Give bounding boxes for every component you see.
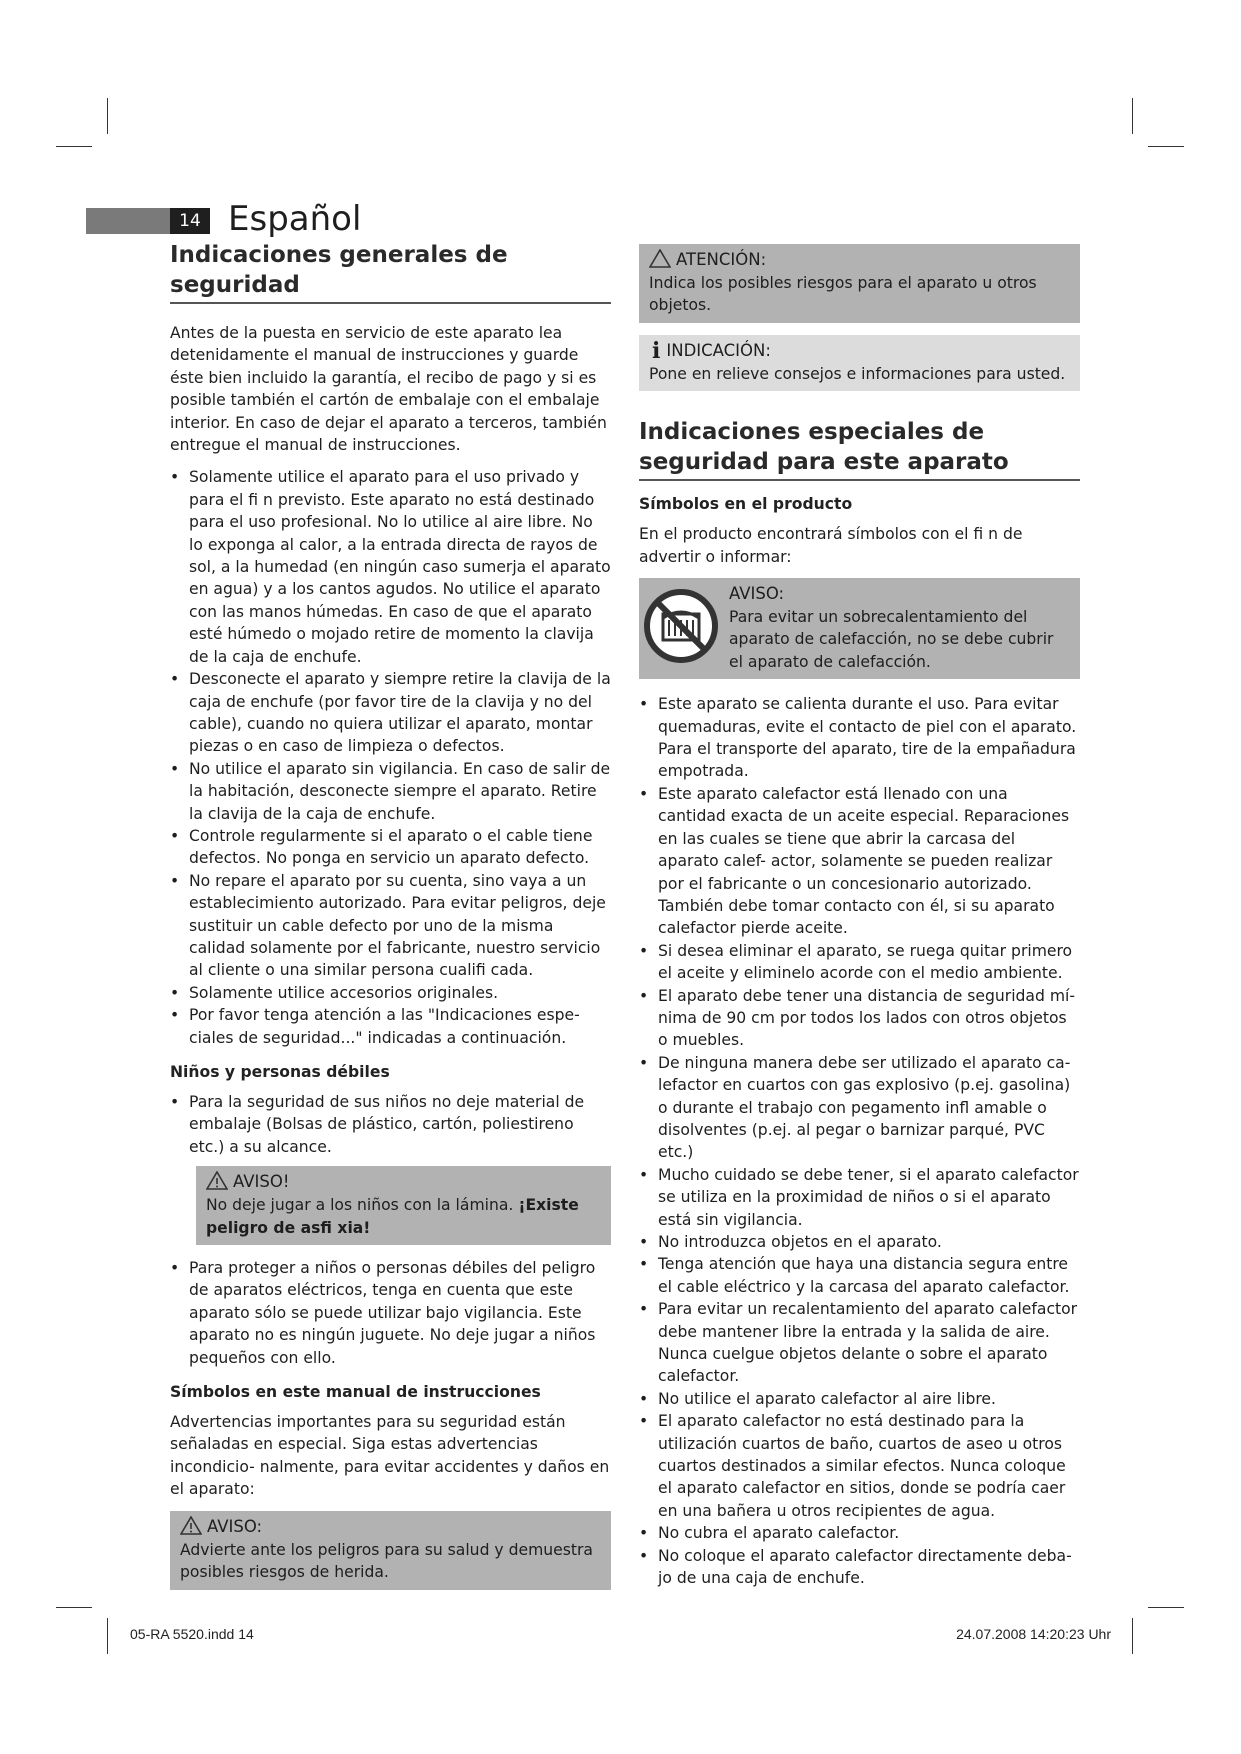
list-item: • El aparato calefactor no está destinado para la utilización cuartos de baño, cuartos de aseo u otros cuartos destinados a similar efectos. Nunca coloque el aparato calefactor en sitios, donde se podría caer en una bañera u otros recipientes de agua.	[639, 1410, 1080, 1522]
list-item: • Para proteger a niños o personas débiles del peligro de aparatos eléctricos, tenga en cuenta que este aparato sólo se puede utilizar bajo vigilancia. Este aparato no es ningún juguete. No deje jugar a niños pequeños con ello.	[170, 1257, 611, 1369]
children-heading: Niños y personas débiles	[170, 1063, 390, 1081]
special-bullets	[639, 693, 1080, 1589]
no-cover-icon	[643, 588, 719, 664]
footer-timestamp: 24.07.2008 14:20:23 Uhr	[956, 1626, 1111, 1642]
info-icon: i	[652, 337, 661, 364]
footer-file: 05-RA 5520.indd 14	[130, 1626, 254, 1642]
indicacion-heading	[649, 339, 1070, 363]
header-bar	[86, 208, 170, 234]
list-item: • Desconecte el aparato y siempre retire la clavija de la caja de enchufe (por favor tire de la clavija y no del cable), cuando no quiera utilizar el aparato, montar piezas o en caso de limpieza o defectos.	[170, 668, 611, 758]
crop-mark	[1132, 98, 1133, 134]
aviso-text: No deje jugar a los niños con la lámina.	[206, 1196, 514, 1215]
list-item: • No repare el aparato por su cuenta, sino vaya a un establecimiento autorizado. Para evitar peligros, deje sustituir un cable defecto por uno de la misma calidad solamente por el fabricante, nuestro servicio al cliente o una similar persona cualifi cada.	[170, 870, 611, 982]
product-symbols-heading: Símbolos en el producto	[639, 495, 853, 514]
crop-mark	[1148, 146, 1184, 147]
symbols-paragraph: Advertencias importantes para su seguridad están señaladas en especial. Siga estas advertencias incondicio- nalmente, para evitar accidentes y daños en el aparato:	[170, 1413, 610, 1499]
crop-mark	[1148, 1607, 1184, 1608]
atencion-title: ATENCIÓN:	[676, 250, 767, 269]
list-item: • No introduzca objetos en el aparato.	[639, 1231, 1080, 1253]
warning-triangle-icon	[206, 1171, 228, 1190]
crop-mark	[56, 1607, 92, 1608]
aviso-bold-text: ¡Existe peligro de asfi xia!	[206, 1196, 579, 1237]
list-item: • Solamente utilice el aparato para el uso privado y para el fi n previsto. Este aparato no está destinado para el uso profesional. No lo utilice al aire libre. No lo exponga al calor, a la entrada directa de rayos de sol, a la humedad (en ningún caso sumerja el aparato en agua) y a los cantos agudos. No utilice el aparato con las manos húmedas. En caso de que el aparato esté húmedo o mojado retire de momento la clavija de la caja de enchufe.	[170, 466, 611, 668]
aviso-title: AVISO!	[233, 1172, 290, 1192]
aviso-title: AVISO:	[729, 584, 785, 604]
section-title-special: Indicaciones especiales de seguridad para este aparato	[639, 417, 1080, 481]
atencion-text: Indica los posibles riesgos para el aparato u otros objetos.	[649, 274, 1037, 315]
warning-triangle-icon	[180, 1516, 202, 1535]
list-item: • Solamente utilice accesorios originales.	[170, 982, 611, 1004]
intro-paragraph: Antes de la puesta en servicio de este aparato lea detenidamente el manual de instrucciones y guarde éste bien incluido la garantía, el recibo de pago y si es posible también el cartón de embalaje con el embalaje interior. En caso de dejar el aparato a terceros, también entregue el manual de instrucciones.	[170, 324, 607, 455]
list-item: • Mucho cuidado se debe tener, si el aparato calefactor se utiliza en la proximidad de niños o si el aparato está sin vigilancia.	[639, 1164, 1080, 1231]
aviso-box-cubrir	[639, 578, 1080, 679]
crop-mark	[107, 1618, 108, 1654]
list-item: • No cubra el aparato calefactor.	[639, 1522, 1080, 1544]
list-item: • Controle regularmente si el aparato o el cable tiene defectos. No ponga en servicio un aparato defecto.	[170, 825, 611, 870]
atencion-heading	[649, 248, 1070, 272]
children-bullets-2	[170, 1257, 611, 1369]
crop-mark	[107, 98, 108, 134]
list-item: • Este aparato se calienta durante el uso. Para evitar quemaduras, evite el contacto de piel con el aparato. Para el transporte del aparato, tire de la empañadura empotrada.	[639, 693, 1080, 783]
section-title-general: Indicaciones generales de seguridad	[170, 240, 611, 304]
language-title: Español	[228, 199, 362, 239]
crop-mark	[56, 146, 92, 147]
list-item: • Para evitar un recalentamiento del aparato calefactor debe mantener libre la entrada y la salida de aire. Nunca cuelgue objetos delante o sobre el aparato calefactor.	[639, 1298, 1080, 1388]
aviso-box-asfixia	[196, 1166, 611, 1245]
left-column	[170, 240, 611, 1602]
list-item: • No coloque el aparato calefactor directamente deba- jo de una caja de enchufe.	[639, 1545, 1080, 1590]
list-item: • No utilice el aparato sin vigilancia. En caso de salir de la habitación, desconecte siempre el aparato. Retire la clavija de la caja de enchufe.	[170, 758, 611, 825]
warning-triangle-icon	[649, 249, 671, 268]
aviso-text: Advierte ante los peligros para su salud y demuestra posibles riesgos de herida.	[180, 1540, 593, 1582]
list-item: • No utilice el aparato calefactor al aire libre.	[639, 1388, 1080, 1410]
indicacion-box	[639, 335, 1080, 391]
list-item: • Si desea eliminar el aparato, se ruega quitar primero el aceite y eliminelo acorde con el medio ambiente.	[639, 940, 1080, 985]
indicacion-text: Pone en relieve consejos e informaciones para usted.	[649, 364, 1066, 383]
crop-mark	[1132, 1618, 1133, 1654]
aviso-content	[729, 582, 1072, 673]
right-column	[639, 244, 1080, 1598]
indicacion-title: INDICACIÓN:	[666, 340, 771, 360]
list-item: • Tenga atención que haya una distancia segura entre el cable eléctrico y la carcasa del aparato calefactor.	[639, 1253, 1080, 1298]
general-bullets	[170, 466, 611, 1049]
aviso-heading	[180, 1515, 601, 1539]
list-item: • Para la seguridad de sus niños no deje material de embalaje (Bolsas de plástico, cartón, poliestireno etc.) a su alcance.	[170, 1091, 611, 1158]
page-number: 14	[170, 208, 210, 234]
list-item: • El aparato debe tener una distancia de seguridad mí- nima de 90 cm por todos los lados con otros objetos o muebles.	[639, 985, 1080, 1052]
aviso-title: AVISO:	[207, 1516, 263, 1536]
list-item: • De ninguna manera debe ser utilizado el aparato ca- lefactor en cuartos con gas explosivo (p.ej. gasolina) o durante el trabajo con pegamento infl amable o disolventes (p.ej. al pegar o barnizar parqué, PVC etc.)	[639, 1052, 1080, 1164]
aviso-text-line	[206, 1194, 601, 1239]
symbols-manual-heading: Símbolos en este manual de instrucciones	[170, 1383, 541, 1402]
product-symbols-paragraph: En el producto encontrará símbolos con el fi n de advertir o informar:	[639, 525, 1023, 566]
children-bullets-1	[170, 1091, 611, 1158]
atencion-box	[639, 244, 1080, 323]
aviso-text: Para evitar un sobrecalentamiento del aparato de calefacción, no se debe cubrir el aparato de calefacción.	[729, 608, 1054, 671]
aviso-heading	[206, 1170, 601, 1194]
list-item: • Este aparato calefactor está llenado con una cantidad exacta de un aceite especial. Reparaciones en las cuales se tiene que abrir la carcasa del aparato calef- actor, solamente se pueden realizar por el fabricante o un concesionario autorizado. También debe tomar contacto con él, si su aparato calefactor pierde aceite.	[639, 783, 1080, 940]
list-item: • Por favor tenga atención a las "Indicaciones espe- ciales de seguridad..." indicadas a continuación.	[170, 1004, 611, 1049]
aviso-box-salud	[170, 1511, 611, 1590]
